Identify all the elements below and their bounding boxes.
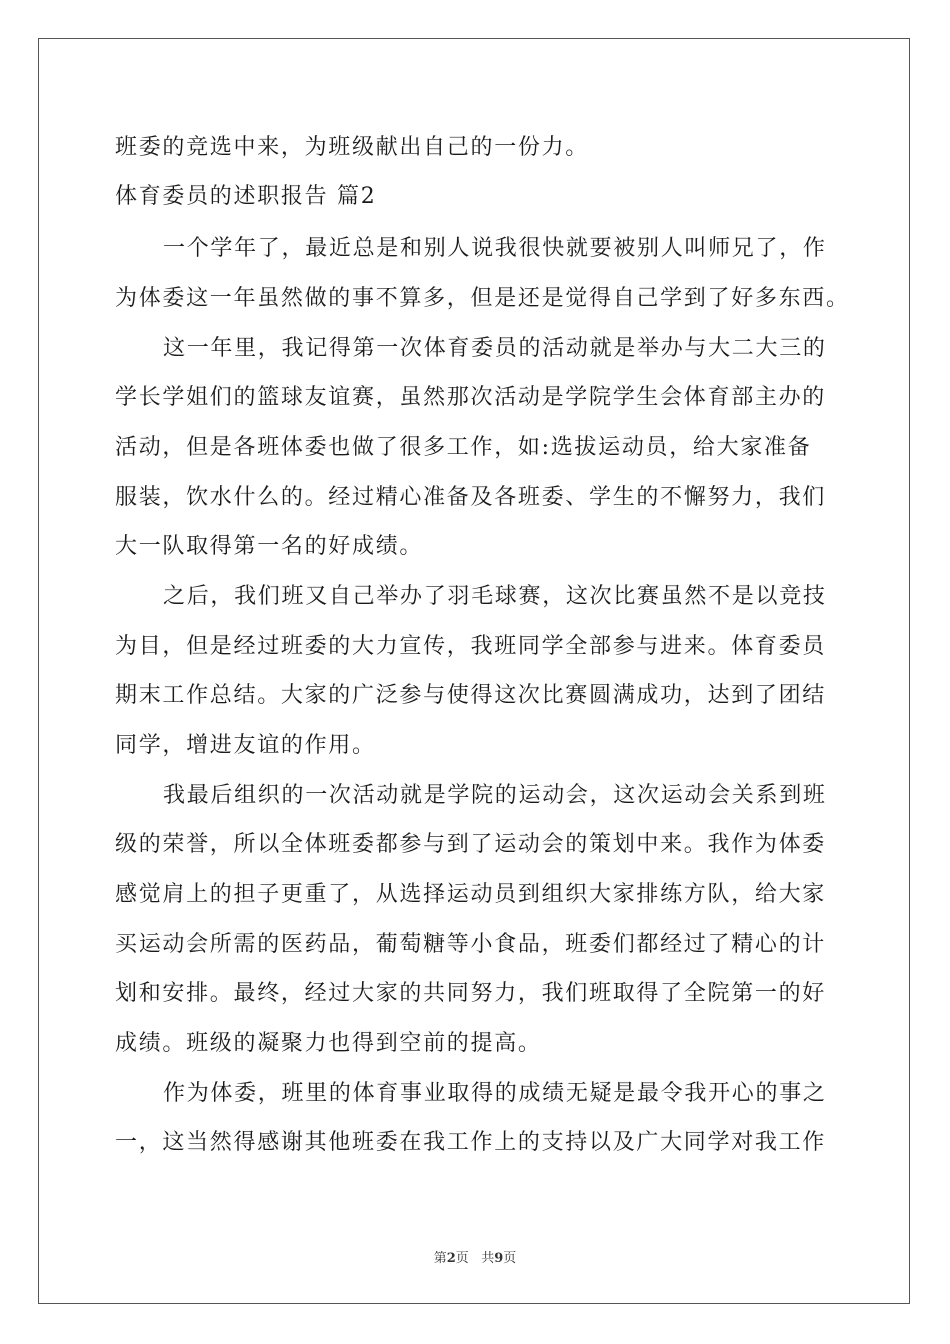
paragraph-line: 为体委这一年虽然做的事不算多，但是还是觉得自己学到了好多东西。 [115, 286, 850, 311]
section-heading: 体育委员的述职报告 篇2 [115, 184, 377, 209]
paragraph-line: 这一年里，我记得第一次体育委员的活动就是举办与大二大三的 [163, 336, 827, 361]
page-prefix: 第 [433, 1251, 447, 1266]
paragraph-line: 一，这当然得感谢其他班委在我工作上的支持以及广大同学对我工作 [115, 1130, 827, 1155]
page-number: 2 [446, 1251, 456, 1266]
total-pages: 9 [494, 1251, 504, 1266]
total-prefix: 共 [481, 1251, 495, 1266]
paragraph-line: 感觉肩上的担子更重了，从选择运动员到组织大家排练方队，给大家 [115, 882, 827, 907]
paragraph-line: 期末工作总结。大家的广泛参与使得这次比赛圆满成功，达到了团结 [115, 683, 827, 708]
paragraph-line: 划和安排。最终，经过大家的共同努力，我们班取得了全院第一的好 [115, 981, 827, 1006]
paragraph-line: 大一队取得第一名的好成绩。 [115, 534, 424, 559]
page-footer [0, 1247, 950, 1266]
page-border [38, 38, 910, 1304]
paragraph-line: 级的荣誉，所以全体班委都参与到了运动会的策划中来。我作为体委 [115, 832, 827, 857]
paragraph-line: 同学，增进友谊的作用。 [115, 733, 376, 758]
paragraph-line: 成绩。班级的凝聚力也得到空前的提高。 [115, 1031, 542, 1056]
page-suffix: 页 [455, 1251, 469, 1266]
paragraph-line: 买运动会所需的医药品，葡萄糖等小食品，班委们都经过了精心的计 [115, 932, 827, 957]
paragraph-line: 之后，我们班又自己举办了羽毛球赛，这次比赛虽然不是以竞技 [163, 584, 827, 609]
paragraph-line: 我最后组织的一次活动就是学院的运动会，这次运动会关系到班 [163, 783, 827, 808]
paragraph-line: 学长学姐们的篮球友谊赛，虽然那次活动是学院学生会体育部主办的 [115, 385, 827, 410]
total-suffix: 页 [503, 1251, 517, 1266]
paragraph-line: 为目，但是经过班委的大力宣传，我班同学全部参与进来。体育委员 [115, 634, 827, 659]
paragraph-line: 活动，但是各班体委也做了很多工作，如:选拔运动员，给大家准备 [115, 435, 812, 460]
paragraph-line: 作为体委，班里的体育事业取得的成绩无疑是最令我开心的事之 [163, 1081, 827, 1106]
text-line: 班委的竞选中来，为班级献出自己的一份力。 [115, 135, 590, 160]
paragraph-line: 服装，饮水什么的。经过精心准备及各班委、学生的不懈努力，我们 [115, 485, 827, 510]
paragraph-line: 一个学年了，最近总是和别人说我很快就要被别人叫师兄了，作 [163, 236, 827, 261]
